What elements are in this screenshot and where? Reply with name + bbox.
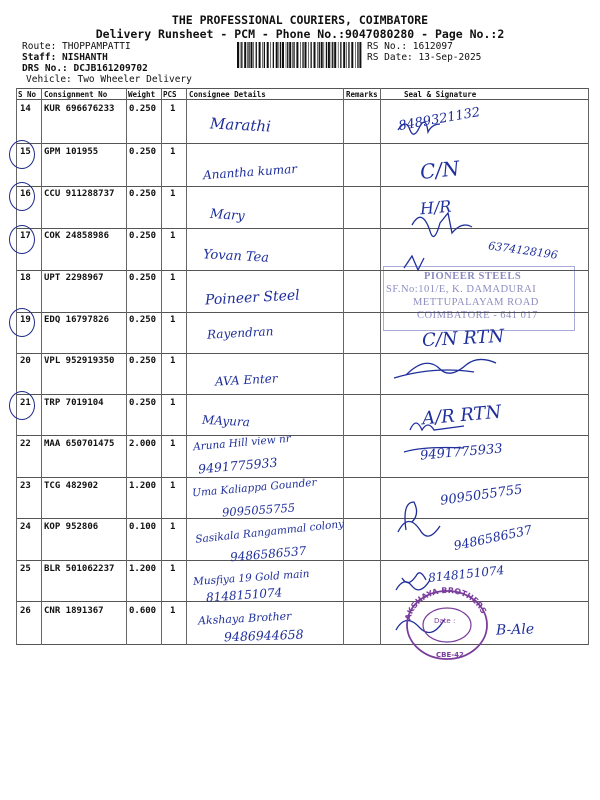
- handwritten-remark: A/R RTN: [421, 401, 503, 430]
- handwritten-signature: 8489321132: [397, 104, 482, 135]
- column-border: [588, 88, 589, 645]
- handwritten-signature: 9491775933: [419, 441, 504, 464]
- row-sno: 23: [20, 481, 31, 491]
- row-pcs: 1: [170, 439, 176, 449]
- barcode-bar: [282, 42, 284, 68]
- column-border: [343, 88, 344, 645]
- row-weight: 0.250: [129, 104, 157, 114]
- handwritten-consignee: Rayendran: [206, 324, 274, 342]
- row-weight: 2.000: [129, 439, 157, 449]
- barcode-bar: [328, 42, 330, 68]
- stamp-line: PIONEER STEELS: [424, 271, 522, 282]
- handwritten-consignee: Akshaya Brother: [197, 609, 292, 628]
- barcode-bar: [357, 42, 358, 68]
- handwritten-consignee: Mary: [209, 206, 246, 225]
- row-consignment: TRP 7019104: [44, 398, 104, 408]
- barcode-bar: [267, 42, 269, 68]
- barcode-bar: [289, 42, 291, 68]
- handwritten-signature: 9486586537: [452, 521, 534, 554]
- column-border: [126, 88, 127, 645]
- handwritten-remark: C/N RTN: [421, 325, 505, 352]
- row-sno: 18: [20, 273, 31, 283]
- row-sno: 17: [20, 231, 31, 241]
- row-pcs: 1: [170, 606, 176, 616]
- barcode: [236, 42, 364, 68]
- row-pcs: 1: [170, 104, 176, 114]
- barcode-bar: [264, 42, 265, 68]
- barcode-bar: [355, 42, 356, 68]
- stamp-line: METTUPALAYAM ROAD: [413, 297, 539, 308]
- row-weight: 0.250: [129, 147, 157, 157]
- row-pcs: 1: [170, 231, 176, 241]
- column-border: [161, 88, 162, 645]
- row-sno: 24: [20, 522, 31, 532]
- barcode-bar: [292, 42, 293, 68]
- row-sno: 25: [20, 564, 31, 574]
- handdrawn-circle: [9, 225, 35, 254]
- barcode-bar: [270, 42, 271, 68]
- row-consignment: TCG 482902: [44, 481, 99, 491]
- row-weight: 0.250: [129, 231, 157, 241]
- row-pcs: 1: [170, 522, 176, 532]
- row-pcs: 1: [170, 273, 176, 283]
- round-seal: [400, 585, 494, 661]
- barcode-bar: [340, 42, 341, 68]
- seal-bottom-text: CBE-42: [436, 651, 464, 659]
- staff-line: Staff: NISHANTH: [22, 52, 108, 63]
- signature-scribbles: [380, 100, 588, 645]
- barcode-bar: [351, 42, 353, 68]
- stamp-line: COIMBATORE - 641 017: [417, 310, 538, 321]
- barcode-bar: [334, 42, 336, 68]
- handdrawn-circle: [9, 140, 35, 169]
- svg-text:AKSHAYA BROTHERS: [403, 586, 488, 621]
- row-weight: 0.600: [129, 606, 157, 616]
- row-pcs: 1: [170, 189, 176, 199]
- barcode-bar: [311, 42, 312, 68]
- barcode-bar: [253, 42, 254, 68]
- handwritten-consignee: AVA Enter: [214, 371, 278, 389]
- row-pcs: 1: [170, 315, 176, 325]
- barcode-bar: [300, 42, 301, 68]
- stamp-line: SF.No:101/E, K. DAMADURAI: [386, 284, 537, 295]
- row-sno: 26: [20, 606, 31, 616]
- row-consignment: MAA 650701475: [44, 439, 115, 449]
- barcode-bar: [248, 42, 249, 68]
- barcode-bar: [326, 42, 327, 68]
- barcode-bar: [262, 42, 263, 68]
- barcode-bar: [244, 42, 246, 68]
- barcode-bar: [279, 42, 280, 68]
- handwritten-phone: 9486586537: [229, 543, 307, 565]
- row-consignment: KOP 952806: [44, 522, 99, 532]
- handwritten-signature: B-Ale: [495, 621, 535, 639]
- row-weight: 0.250: [129, 398, 157, 408]
- row-weight: 1.200: [129, 564, 157, 574]
- handwritten-consignee: Sasikala Rangammal colony: [194, 518, 345, 546]
- barcode-bar: [240, 42, 241, 68]
- row-consignment: GPM 101955: [44, 147, 99, 157]
- row-sno: 16: [20, 189, 31, 199]
- rs-number: RS No.: 1612097: [367, 41, 453, 52]
- barcode-bar: [305, 42, 307, 68]
- drs-line: DRS No.: DCJB161209702: [22, 63, 148, 74]
- row-sno: 15: [20, 147, 31, 157]
- barcode-bar: [317, 42, 318, 68]
- column-border: [41, 88, 42, 645]
- barcode-bar: [256, 42, 257, 68]
- row-pcs: 1: [170, 398, 176, 408]
- vehicle-line: Vehicle: Two Wheeler Delivery: [26, 74, 192, 85]
- col-header-weight: Weight: [128, 90, 156, 99]
- rs-info: [367, 41, 481, 63]
- row-weight: 1.200: [129, 481, 157, 491]
- barcode-bar: [251, 42, 253, 68]
- barcode-bar: [359, 42, 361, 68]
- row-consignment: VPL 952919350: [44, 356, 115, 366]
- handwritten-consignee: Anantha kumar: [202, 161, 298, 183]
- barcode-bar: [286, 42, 287, 68]
- barcode-bar: [308, 42, 309, 68]
- barcode-bar: [331, 42, 332, 68]
- barcode-bar: [346, 42, 347, 68]
- barcode-bar: [273, 42, 274, 68]
- handwritten-signature: 9095055755: [439, 482, 524, 509]
- barcode-bar: [280, 42, 281, 68]
- handwritten-consignee: Marathi: [209, 114, 272, 136]
- col-header-consignment: Consignment No: [44, 90, 108, 99]
- row-pcs: 1: [170, 147, 176, 157]
- route-line: Route: THOPPAMPATTI: [22, 41, 131, 52]
- row-consignment: KUR 696676233: [44, 104, 115, 114]
- column-border: [186, 88, 187, 645]
- barcode-bar: [338, 42, 339, 68]
- handwritten-consignee: MAyura: [201, 412, 251, 430]
- barcode-bar: [247, 42, 248, 68]
- row-weight: 0.250: [129, 315, 157, 325]
- handwritten-consignee: Yovan Tea: [202, 247, 270, 266]
- handwritten-phone: 9491775933: [197, 454, 279, 477]
- handdrawn-circle: [9, 308, 35, 337]
- col-header-consignee: Consignee Details: [189, 90, 266, 99]
- barcode-bar: [287, 42, 288, 68]
- column-border: [16, 88, 17, 645]
- rs-date: RS Date: 13-Sep-2025: [367, 52, 482, 63]
- table-top-border: [16, 88, 589, 89]
- barcode-bar: [237, 42, 239, 68]
- row-consignment: EDQ 16797826: [44, 315, 110, 325]
- row-consignment: CNR 1891367: [44, 606, 104, 616]
- handwritten-consignee: Aruna Hill view nr: [192, 432, 292, 454]
- col-header-remarks: Remarks: [346, 90, 378, 99]
- barcode-bar: [276, 42, 278, 68]
- barcode-bar: [241, 42, 242, 68]
- handwritten-consignee: Poineer Steel: [204, 287, 301, 309]
- barcode-bar: [302, 42, 303, 68]
- handwritten-consignee: Musfiya 19 Gold main: [192, 567, 310, 589]
- seal-date-label: Date :: [434, 617, 456, 625]
- barcode-bar: [293, 42, 294, 68]
- barcode-bar: [296, 42, 298, 68]
- col-header-signature: Seal & Signature: [404, 90, 477, 99]
- handwritten-phone: 9095055755: [221, 500, 296, 520]
- barcode-bar: [348, 42, 349, 68]
- row-sno: 21: [20, 398, 31, 408]
- row-weight: 0.250: [129, 189, 157, 199]
- handwritten-signature: 8148151074: [427, 563, 505, 585]
- handwritten-phone: 9486944658: [223, 626, 304, 645]
- barcode-bar: [259, 42, 261, 68]
- row-consignment: CCU 911288737: [44, 189, 115, 199]
- barcode-bar: [321, 42, 323, 68]
- row-weight: 0.100: [129, 522, 157, 532]
- row-consignment: UPT 2298967: [44, 273, 104, 283]
- handdrawn-circle: [9, 391, 35, 420]
- runsheet-subtitle: Delivery Runsheet - PCM - Phone No.:9047080280 - Page No.:2: [95, 27, 505, 41]
- barcode-bar: [332, 42, 333, 68]
- row-pcs: 1: [170, 481, 176, 491]
- company-title: THE PROFESSIONAL COURIERS, COIMBATORE: [171, 13, 429, 27]
- route-info: [22, 41, 148, 74]
- row-weight: 0.250: [129, 356, 157, 366]
- handwritten-remark: C/N: [418, 155, 461, 185]
- col-header-pcs: PCS: [163, 90, 177, 99]
- row-pcs: 1: [170, 356, 176, 366]
- row-sno: 20: [20, 356, 31, 366]
- row-pcs: 1: [170, 564, 176, 574]
- row-weight: 0.250: [129, 273, 157, 283]
- row-sno: 19: [20, 315, 31, 325]
- handwritten-remark: H/R: [419, 196, 453, 219]
- handwritten-consignee: Uma Kaliappa Gounder: [191, 476, 318, 500]
- seal-top-text: AKSHAYA BROTHERS: [403, 585, 489, 622]
- row-consignment: BLR 501062237: [44, 564, 115, 574]
- barcode-bar: [314, 42, 316, 68]
- row-consignment: COK 24858986: [44, 231, 110, 241]
- col-header-sno: S No: [18, 90, 37, 99]
- handwritten-signature: 6374128196: [487, 239, 559, 262]
- barcode-bar: [343, 42, 345, 68]
- barcode-bar: [319, 42, 320, 68]
- handdrawn-circle: [9, 182, 35, 211]
- row-sno: 14: [20, 104, 31, 114]
- handwritten-phone: 8148151074: [205, 585, 283, 605]
- barcode-bar: [324, 42, 325, 68]
- row-sno: 22: [20, 439, 31, 449]
